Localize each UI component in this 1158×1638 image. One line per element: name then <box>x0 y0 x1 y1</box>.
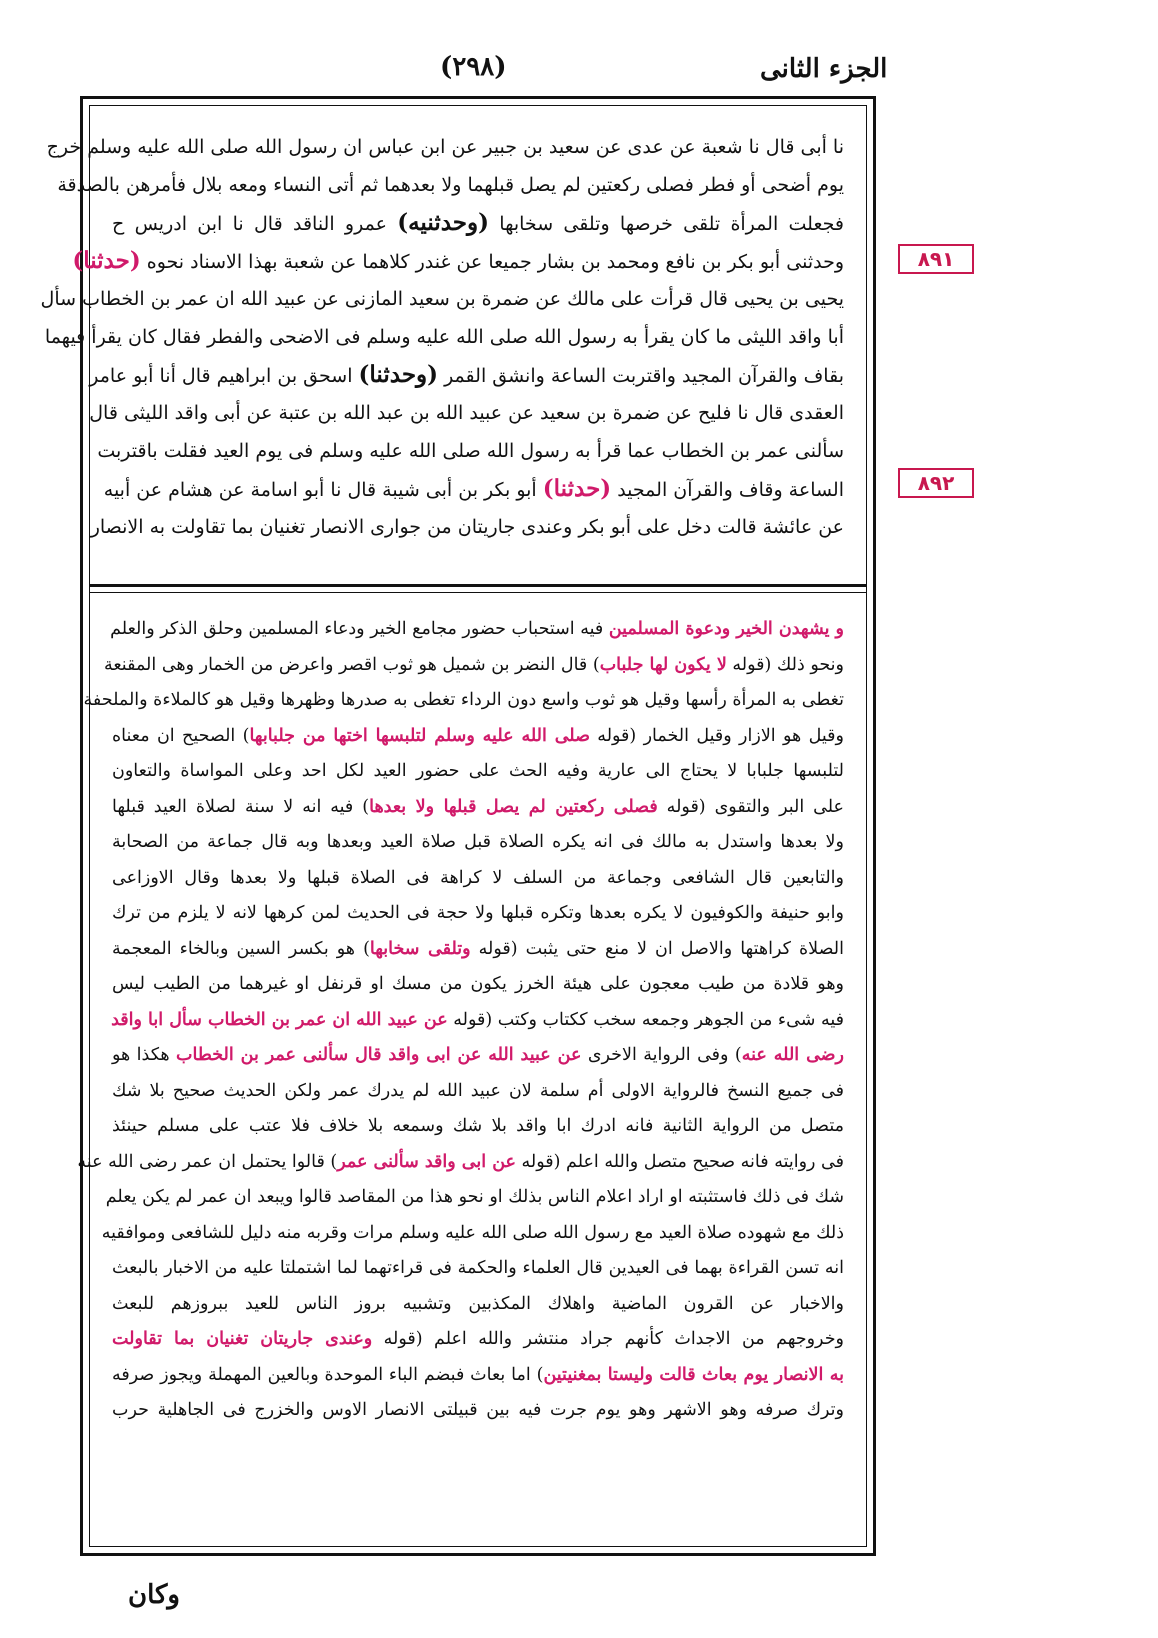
highlighted-phrase: صلى الله عليه وسلم لتلبسها اختها من جلبابها <box>249 725 590 746</box>
commentary-line <box>112 1109 844 1145</box>
commentary-line <box>112 612 844 648</box>
commentary-line <box>105 1180 844 1216</box>
text-segment: على البر والتقوى (قوله <box>657 796 844 817</box>
highlighted-phrase: فصلى ركعتين لم يصل قبلها ولا بعدها <box>369 796 658 817</box>
text-segment: متصل من الرواية الثانية فانه ادرك ابا واقد بلا شك وسمعه بلا خلاف فلا عتب على مسلم حينئذ <box>112 1116 844 1136</box>
text-segment: العقدى قال نا فليح عن ضمرة بن سعيد عن عبيد الله بن عبد الله بن عتبة عن أبى واقد الليثى قال <box>89 402 844 424</box>
text-segment: الساعة وقاف والقرآن المجيد <box>611 479 844 501</box>
text-segment: فى جميع النسخ فالرواية الاولى أم سلمة لان عبيد الله لم يدرك عمر ولكن الحديث صحيح بلا شك <box>112 1080 844 1101</box>
highlighted-phrase: وتلقى سخابها <box>369 938 471 959</box>
text-segment: عن عائشة قالت دخل على أبو بكر وعندى جاريتان من جوارى الانصار تغنيان بما تقاولت به الانصار <box>90 516 844 538</box>
commentary-line <box>83 683 844 719</box>
commentary-line <box>101 1216 844 1252</box>
page-frame <box>40 96 876 1556</box>
hadith-line <box>89 356 844 394</box>
hadith-line <box>72 242 844 280</box>
text-segment: فى روايته فانه صحيح متصل والله اعلم (قوله <box>515 1151 844 1172</box>
section-divider-thin <box>90 592 866 593</box>
text-segment: شك فى ذلك فاستثبته او اراد اعلام الناس بذلك او نحو هذا من المقاصد قالوا ويبعد ان عمر لم يكن يعلم <box>105 1187 844 1207</box>
commentary-line <box>112 896 844 932</box>
text-segment: ) اما بعاث فبضم الباء الموحدة وبالعين المهملة ويجوز صرفه <box>112 1364 544 1385</box>
highlighted-phrase: (حدثنا) <box>72 247 141 274</box>
text-segment: (وحدثنا) <box>358 361 439 388</box>
commentary-line <box>112 932 844 968</box>
text-segment: وقيل هو الازار وقيل الخمار (قوله <box>589 725 844 746</box>
text-segment: سألنى عمر بن الخطاب عما قرأ به رسول الله صلى الله عليه وسلم فى يوم العيد فقلت باقتربت <box>97 440 844 462</box>
highlighted-phrase: به الانصار يوم بعاث قالت وليستا بمغنيتين <box>543 1364 844 1385</box>
text-segment: وهو قلادة من طيب معجون على هيئة الخرز يكون من مسك او قرنفل او غيرهما من الطيب ليس <box>112 974 844 994</box>
text-segment: لتلبسها جلبابا لا يحتاج الى عارية وفيه الحث على حضور العيد لكل احد وعلى المواساة والتعاون <box>112 761 844 781</box>
text-segment: فيه شىء من الجوهر وجمعه سخب ككتاب وكتب (قوله <box>447 1009 844 1030</box>
hadith-line <box>46 128 844 166</box>
highlighted-phrase: رضى الله عنه <box>741 1045 844 1065</box>
text-segment: تغطى به المرأة رأسها وقيل هو ثوب واسع دون الرداء تغطى به صدرها وظهرها وقيل هو كالملاءة والملحفة <box>83 690 844 710</box>
text-segment: بقاف والقرآن المجيد واقتربت الساعة وانشق القمر <box>438 365 844 387</box>
highlighted-phrase: (حدثنا) <box>542 475 612 502</box>
commentary-line <box>112 967 844 1003</box>
hadith-line <box>89 394 844 432</box>
text-segment: نا أبى قال نا شعبة عن عدى عن سعيد بن جبير عن ابن عباس ان رسول الله صلى الله عليه وسلم خرج <box>46 136 844 158</box>
commentary-line <box>112 1358 844 1394</box>
text-segment: ) فيه انه لا سنة لصلاة العيد قبلها <box>112 796 370 817</box>
highlighted-phrase: لا يكون لها جلباب <box>599 654 727 675</box>
highlighted-phrase: عن ابى واقد سألنى عمر <box>337 1151 516 1172</box>
text-segment: انه تسن القراءة بهما فى العيدين قال العلماء والحكمة فى قراءتهما لما اشتملتا عليه من الاخبار بالبعث <box>112 1258 844 1278</box>
hadith-text-block <box>40 128 844 546</box>
frame-inner-border <box>40 105 867 1547</box>
text-segment: (وحدثنيه) <box>397 209 489 236</box>
commentary-line <box>112 861 844 897</box>
commentary-line <box>112 1038 844 1074</box>
text-segment: وترك صرفه وهو الاشهر وهو يوم جرت فيه بين قبيلتى الانصار الاوس والخزرج فى الجاهلية حرب <box>112 1400 844 1420</box>
hadith-line <box>97 432 844 470</box>
text-segment: ) هو بكسر السين وبالخاء المعجمة <box>112 938 370 959</box>
commentary-line <box>112 1287 844 1323</box>
commentary-text-block <box>77 612 844 1429</box>
hadith-line <box>40 280 844 318</box>
commentary-line <box>112 719 844 755</box>
text-segment: هكذا هو <box>112 1045 177 1065</box>
commentary-line <box>112 1393 844 1429</box>
catchword: وكان <box>128 1580 180 1610</box>
text-segment: وخروجهم من الاجداث كأنهم جراد منتشر والله اعلم (قوله <box>372 1329 844 1349</box>
highlighted-phrase: عن عبيد الله عن ابى واقد قال سألنى عمر بن الخطاب <box>176 1045 582 1065</box>
highlighted-phrase: و يشهدن الخير ودعوة المسلمين <box>608 619 844 639</box>
text-segment: فجعلت المرأة تلقى خرصها وتلقى سخابها <box>489 213 844 235</box>
commentary-line <box>77 1145 844 1181</box>
commentary-line <box>112 754 844 790</box>
text-segment: اسحق بن ابراهيم قال أنا أبو عامر <box>89 365 359 387</box>
commentary-line <box>112 1322 844 1358</box>
text-segment: والاخبار عن القرون الماضية واهلاك المكذبين وتشبيه بروز الناس للعيد ببروزهم للبعث <box>112 1293 844 1314</box>
hadith-line <box>90 508 844 546</box>
text-segment: أبو بكر بن أبى شيبة قال نا أبو اسامة عن هشام عن أبيه <box>103 479 543 501</box>
text-segment: ) الصحيح ان معناه <box>112 725 250 746</box>
commentary-line <box>112 1074 844 1110</box>
text-segment: فيه استحباب حضور مجامع الخير ودعاء المسلمين وحلق الذكر والعلم <box>110 619 609 639</box>
text-segment: ) قال النضر بن شميل هو ثوب اقصر واعرض من الخمار وهى المقنعة <box>103 654 600 675</box>
commentary-line <box>112 825 844 861</box>
text-segment: يحيى بن يحيى قال قرأت على مالك عن ضمرة بن سعيد المازنى عن عبيد الله ان عمر بن الخطاب سأل <box>40 288 844 310</box>
hadith-line <box>44 318 844 356</box>
text-segment: الصلاة كراهتها والاصل ان لا منع حتى يثبت (قوله <box>470 938 844 959</box>
commentary-line <box>103 648 844 684</box>
hadith-number-marker: ٨٩١ <box>898 244 974 274</box>
highlighted-phrase: عن عبيد الله ان عمر بن الخطاب سأل ابا واقد <box>111 1009 448 1030</box>
section-divider <box>90 584 866 587</box>
text-segment: والتابعين قال الشافعى وجماعة من السلف لا كراهة فى الصلاة قبلها ولا بعدها وقال الاوزاعى <box>112 867 844 888</box>
commentary-line <box>112 1003 844 1039</box>
text-segment: أبا واقد الليثى ما كان يقرأ به رسول الله صلى الله عليه وسلم فى الاضحى والفطر فقال كان يقرأ فيهما <box>44 326 844 348</box>
volume-title: الجزء الثانى <box>760 54 888 84</box>
text-segment: ولا بعدها واستدل به مالك فى انه يكره الصلاة قبل صلاة العيد وبعدها وبه قال جماعة من الصحابة <box>112 832 844 852</box>
hadith-number-marker: ٨٩٢ <box>898 468 974 498</box>
commentary-line <box>112 1251 844 1287</box>
hadith-line <box>112 204 844 242</box>
text-segment: يوم أضحى أو فطر فصلى ركعتين لم يصل قبلهما ولا بعدهما ثم أتى النساء ومعه بلال فأمرهن بالصدقة <box>57 174 844 196</box>
text-segment: عمرو الناقد قال نا ابن ادريس ح <box>112 213 398 235</box>
text-segment: وحدثنى أبو بكر بن نافع ومحمد بن بشار جميعا عن غندر كلاهما عن شعبة بهذا الاسناد نحوه <box>140 251 844 273</box>
hadith-line <box>103 470 844 508</box>
page-number: (٢٩٨) <box>440 52 507 82</box>
text-segment: ذلك مع شهوده صلاة العيد مع رسول الله صلى الله عليه وسلم مرات وقربه منه دليل للشافعى وموافقيه <box>101 1222 844 1243</box>
text-segment: وابو حنيفة والكوفيون لا يكره بعدها وتكره قبلها ولا حجة فى الحديث لمن كرهها لانه لا يلزم من ترك <box>112 903 844 923</box>
commentary-line <box>112 790 844 826</box>
page-header <box>0 44 1158 94</box>
text-segment: ) وفى الرواية الاخرى <box>581 1045 742 1065</box>
text-segment: ) قالوا يحتمل ان عمر رضى الله عنه <box>77 1151 338 1172</box>
hadith-line <box>57 166 844 204</box>
highlighted-phrase: وعندى جاريتان تغنيان بما تقاولت <box>112 1329 373 1349</box>
text-segment: ونحو ذلك (قوله <box>726 654 844 675</box>
